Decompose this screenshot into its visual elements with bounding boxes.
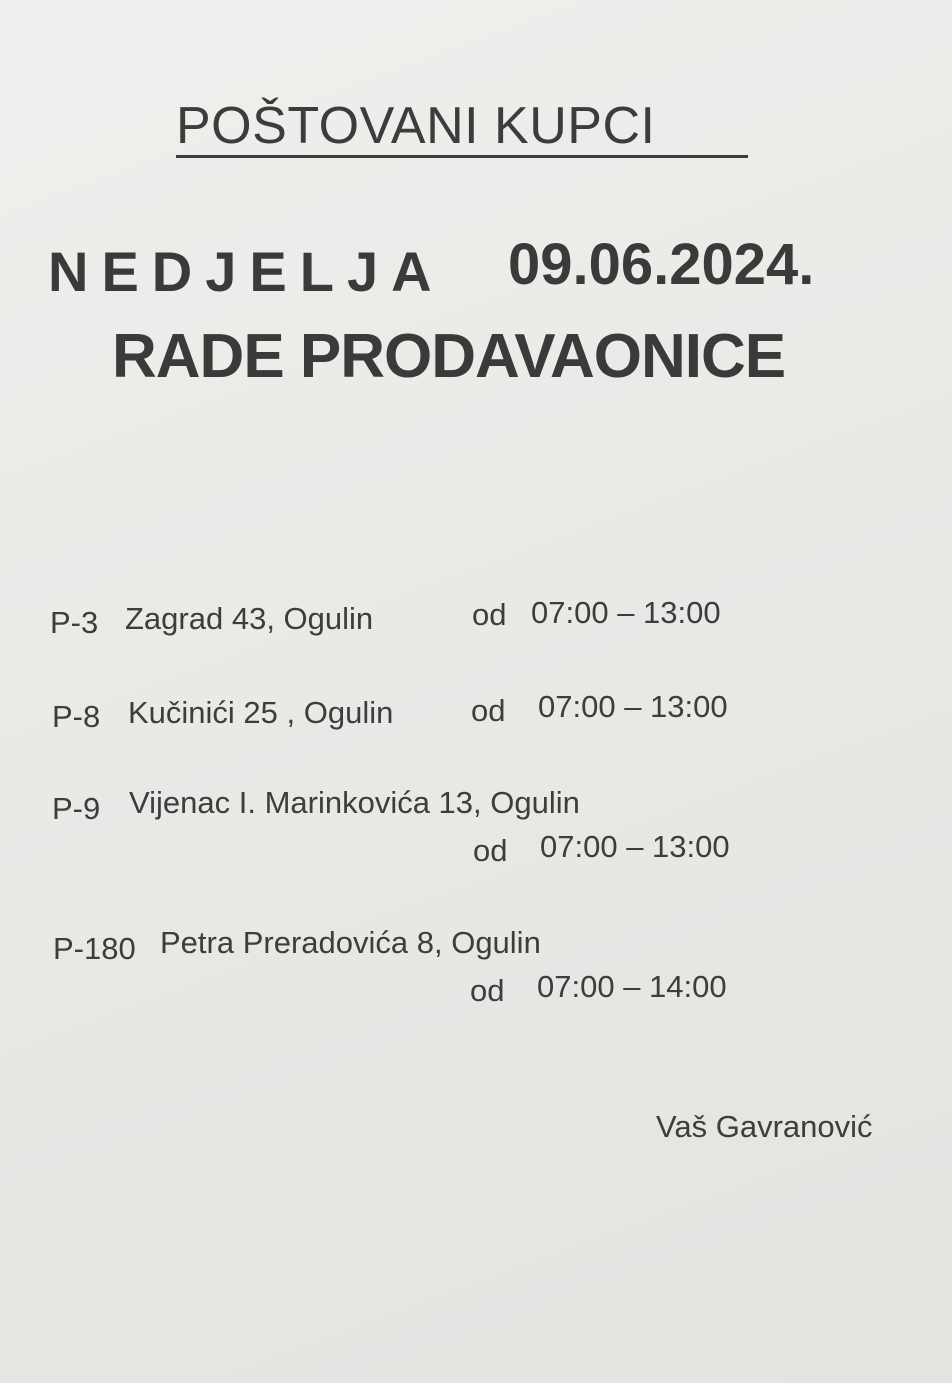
heading-underline [176, 155, 748, 158]
store-address: Petra Preradovića 8, Ogulin [160, 925, 541, 960]
store-hours: 07:00 – 14:00 [537, 969, 727, 1004]
notice-day: NEDJELJA [48, 240, 445, 303]
notice-subtitle: RADE PRODAVAONICE [112, 322, 786, 391]
signature: Vaš Gavranović [656, 1109, 873, 1144]
store-code: P-3 [50, 605, 99, 640]
hours-prefix: od [471, 693, 506, 728]
notice-heading: POŠTOVANI KUPCI [176, 97, 656, 155]
store-code: P-180 [53, 931, 136, 966]
hours-prefix: od [472, 597, 507, 632]
store-address: Vijenac I. Marinkovića 13, Ogulin [129, 785, 580, 820]
store-address: Zagrad 43, Ogulin [125, 601, 374, 636]
store-code: P-9 [52, 791, 101, 826]
hours-prefix: od [470, 973, 505, 1008]
store-hours: 07:00 – 13:00 [538, 689, 728, 724]
store-hours: 07:00 – 13:00 [540, 829, 730, 864]
notice-date: 09.06.2024. [508, 232, 815, 297]
hours-prefix: od [473, 833, 508, 868]
store-hours: 07:00 – 13:00 [531, 595, 721, 630]
store-code: P-8 [52, 699, 101, 734]
store-address: Kučinići 25 , Ogulin [128, 695, 394, 730]
